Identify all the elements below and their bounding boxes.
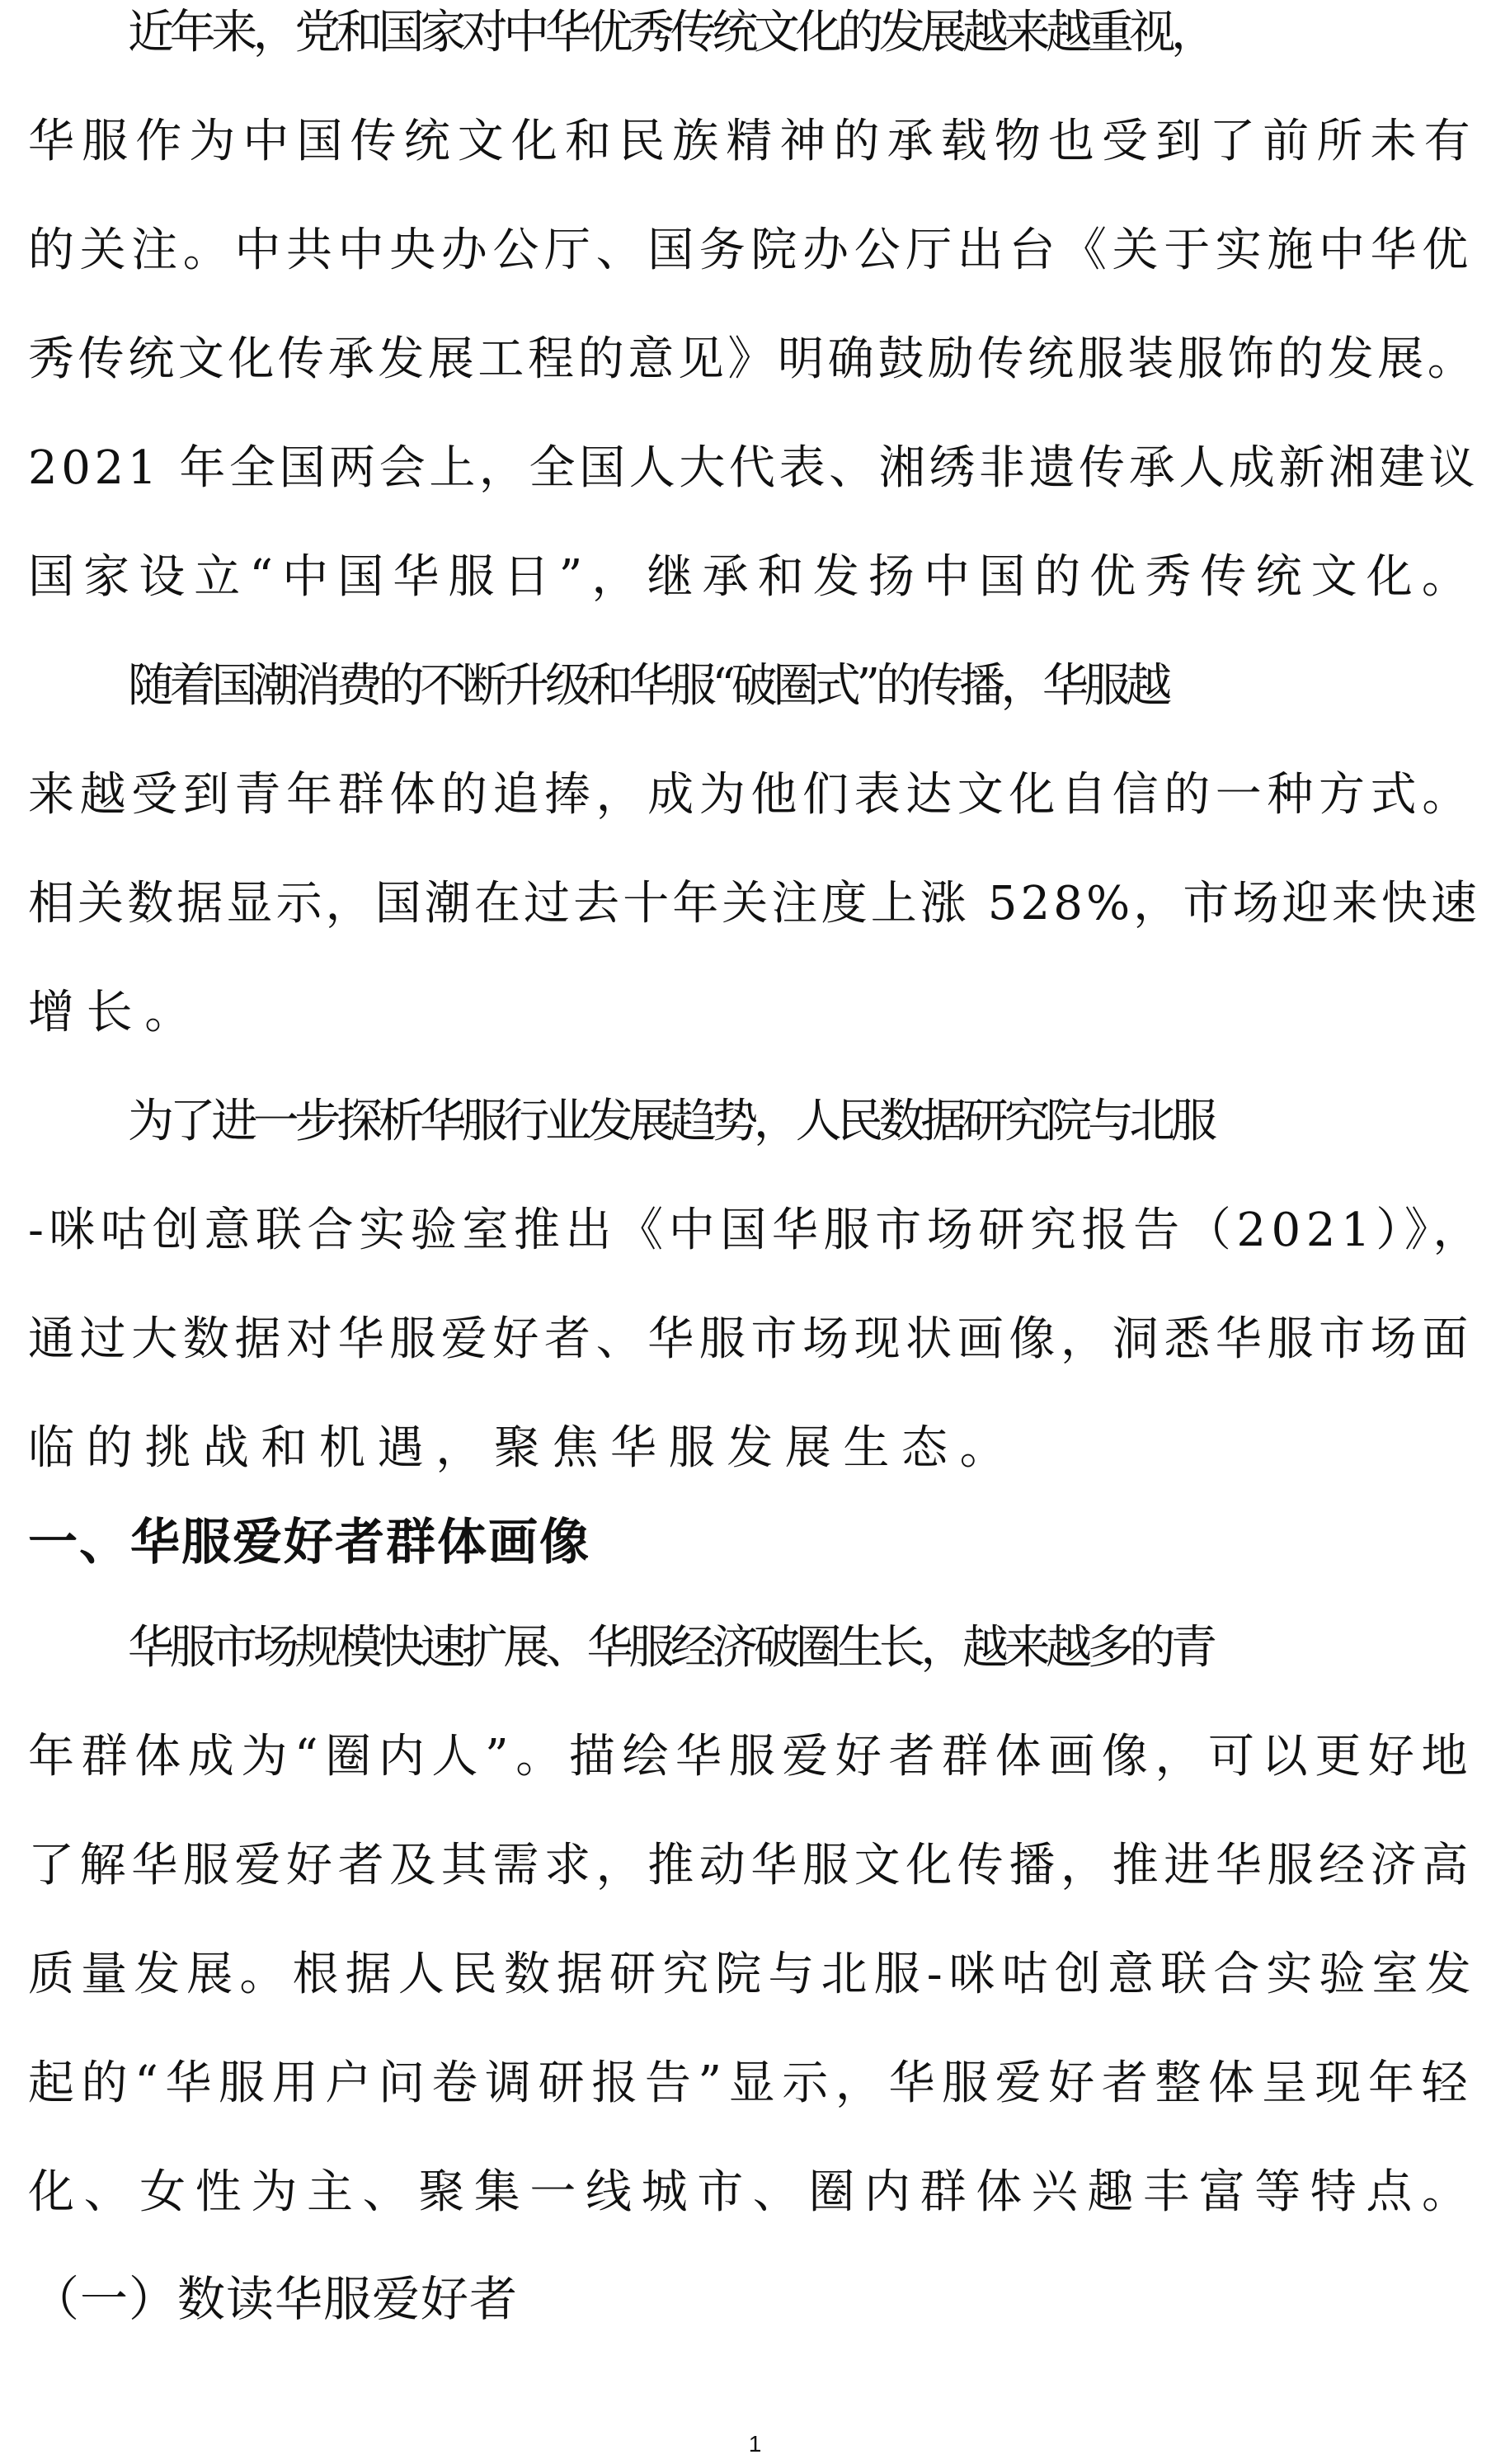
paragraph-4-line-1: 华服市场规模快速扩展、华服经济破圈生长，越来越多的青 bbox=[128, 1621, 1213, 1675]
paragraph-1-line-3: 的关注。中共中央办公厅、国务院办公厅出台《关于实施中华优 bbox=[28, 224, 1474, 277]
paragraph-1-line-2: 华服作为中国传统文化和民族精神的承载物也受到了前所未有 bbox=[28, 115, 1478, 168]
paragraph-4-line-3: 了解华服爱好者及其需求，推动华服文化传播，推进华服经济高 bbox=[28, 1839, 1474, 1892]
paragraph-2-line-1: 随着国潮消费的不断升级和华服“破圈式”的传播，华服越 bbox=[128, 659, 1168, 713]
paragraph-2-line-3: 相关数据显示，国潮在过去十年关注度上涨 528%，市场迎来快速 bbox=[28, 877, 1480, 930]
paragraph-3-line-2: -咪咕创意联合实验室推出《中国华服市场研究报告（2021）》， bbox=[28, 1204, 1485, 1257]
paragraph-1-line-4: 秀传统文化传承发展工程的意见》明确鼓励传统服装服饰的发展。 bbox=[28, 332, 1478, 386]
subsection-heading: （一）数读华服爱好者 bbox=[31, 2271, 519, 2327]
paragraph-2-line-2: 来越受到青年群体的追捧，成为他们表达文化自信的一种方式。 bbox=[28, 768, 1474, 822]
paragraph-2-line-4: 增长。 bbox=[28, 986, 203, 1039]
paragraph-4-line-2: 年群体成为“圈内人”。描绘华服爱好者群体画像，可以更好地 bbox=[28, 1730, 1475, 1783]
paragraph-3-line-1: 为了进一步探析华服行业发展趋势，人民数据研究院与北服 bbox=[128, 1095, 1213, 1148]
paragraph-3-line-4: 临的挑战和机遇，聚焦华服发展生态。 bbox=[28, 1421, 1018, 1475]
paragraph-3-line-3: 通过大数据对华服爱好者、华服市场现状画像，洞悉华服市场面 bbox=[28, 1312, 1474, 1366]
page-number: 1 bbox=[748, 2431, 762, 2457]
paragraph-1-line-6: 国家设立“中国华服日”，继承和发扬中国的优秀传统文化。 bbox=[28, 550, 1477, 604]
paragraph-4-line-4: 质量发展。根据人民数据研究院与北服-咪咕创意联合实验室发 bbox=[28, 1948, 1478, 2001]
paragraph-1-line-5: 2021 年全国两会上，全国人大代表、湘绣非遗传承人成新湘建议 bbox=[28, 441, 1479, 495]
paragraph-4-line-6: 化、女性为主、聚集一线城市、圈内群体兴趣丰富等特点。 bbox=[28, 2165, 1478, 2219]
paragraph-4-line-5: 起的“华服用户问卷调研报告”显示，华服爱好者整体呈现年轻 bbox=[28, 2056, 1475, 2110]
section-heading: 一、华服爱好者群体画像 bbox=[28, 1514, 590, 1571]
paragraph-1-line-1: 近年来，党和国家对中华优秀传统文化的发展越来越重视， bbox=[128, 6, 1213, 59]
